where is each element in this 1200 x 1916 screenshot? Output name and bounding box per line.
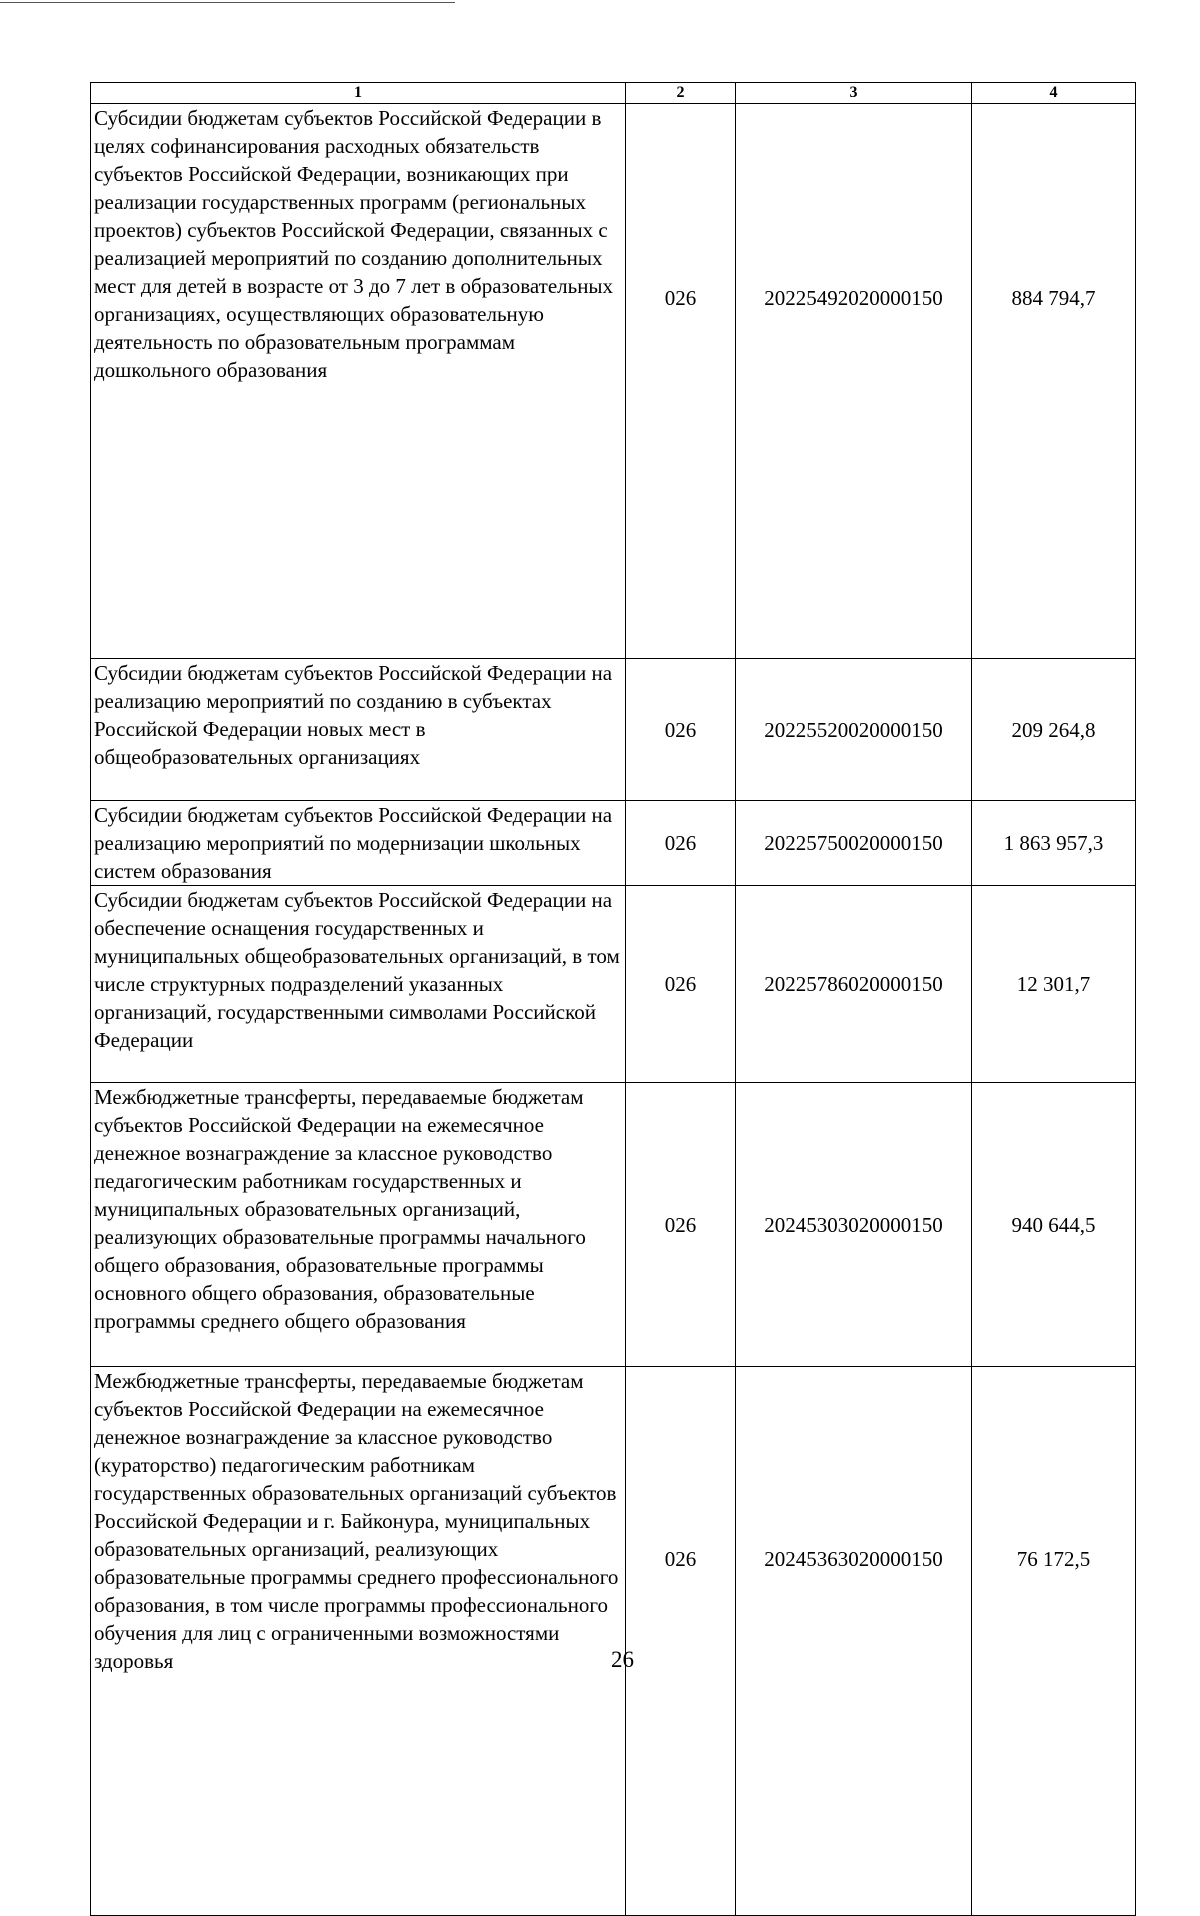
table-row (91, 1083, 1136, 1367)
row-admin-code: 026 (626, 801, 736, 886)
row-amount: 209 264,8 (972, 659, 1136, 801)
table-row (91, 1367, 1136, 1916)
row-amount: 12 301,7 (972, 886, 1136, 1083)
row-description: Субсидии бюджетам субъектов Российской Федерации на реализацию мероприятий по созданию в субъектах Российской Федерации новых мест в общеобразовательных организациях (91, 659, 626, 801)
header-col-1: 1 (91, 83, 626, 104)
row-amount: 884 794,7 (972, 104, 1136, 659)
row-admin-code: 026 (626, 1083, 736, 1367)
row-description: Межбюджетные трансферты, передаваемые бюджетам субъектов Российской Федерации на ежемесячное денежное вознаграждение за классное руководство (кураторство) педагогическим работникам государственных образовательных организаций субъектов Российской Федерации и г. Байконура, муниципальных образовательных организаций, реализующих образовательные программы среднего профессионального образования, в том числе программы профессионального обучения для лиц с ограниченными возможностями здоровья (91, 1367, 626, 1916)
table-row (91, 886, 1136, 1083)
row-admin-code: 026 (626, 104, 736, 659)
row-admin-code: 026 (626, 659, 736, 801)
header-col-3: 3 (736, 83, 972, 104)
row-description: Межбюджетные трансферты, передаваемые бюджетам субъектов Российской Федерации на ежемесячное денежное вознаграждение за классное руководство педагогическим работникам государственных и муниципальных образовательных организаций, реализующих образовательные программы начального общего образования, образовательные программы основного общего образования, образовательные программы среднего общего образования (91, 1083, 626, 1367)
row-budget-code: 20225786020000150 (736, 886, 972, 1083)
row-description: Субсидии бюджетам субъектов Российской Федерации на обеспечение оснащения государственных и муниципальных общеобразовательных организаций, в том числе структурных подразделений указанных организаций, государственными символами Российской Федерации (91, 886, 626, 1083)
row-amount: 1 863 957,3 (972, 801, 1136, 886)
table-row (91, 801, 1136, 886)
table-row (91, 659, 1136, 801)
row-budget-code: 20245363020000150 (736, 1367, 972, 1916)
header-col-4: 4 (972, 83, 1136, 104)
row-description: Субсидии бюджетам субъектов Российской Федерации в целях софинансирования расходных обязательств субъектов Российской Федерации, возникающих при реализации государственных программ (региональных проектов) субъектов Российской Федерации, связанных с реализацией мероприятий по созданию дополнительных мест для детей в возрасте от 3 до 7 лет в образовательных организациях, осуществляющих образовательную деятельность по образовательным программам дошкольного образования (91, 104, 626, 659)
header-col-2: 2 (626, 83, 736, 104)
row-budget-code: 20245303020000150 (736, 1083, 972, 1367)
row-admin-code: 026 (626, 1367, 736, 1916)
table-header-row (91, 83, 1136, 104)
table-row (91, 104, 1136, 659)
row-description: Субсидии бюджетам субъектов Российской Федерации на реализацию мероприятий по модернизации школьных систем образования (91, 801, 626, 886)
top-rule (0, 2, 455, 3)
budget-revenue-table (90, 82, 1136, 1916)
page-number: 26 (611, 1647, 634, 1672)
row-budget-code: 20225492020000150 (736, 104, 972, 659)
row-amount: 940 644,5 (972, 1083, 1136, 1367)
row-budget-code: 20225520020000150 (736, 659, 972, 801)
row-budget-code: 20225750020000150 (736, 801, 972, 886)
row-amount: 76 172,5 (972, 1367, 1136, 1916)
row-admin-code: 026 (626, 886, 736, 1083)
